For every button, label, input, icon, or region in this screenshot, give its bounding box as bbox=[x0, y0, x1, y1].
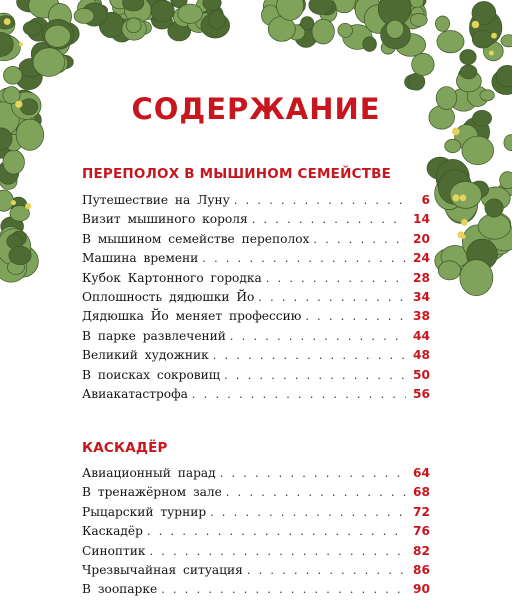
leaf-cluster-top bbox=[319, 2, 337, 22]
leaf-cluster-right bbox=[478, 214, 510, 239]
leaf-cluster-right bbox=[381, 21, 411, 49]
toc-entry bbox=[82, 232, 430, 251]
toc-list-2 bbox=[82, 466, 430, 602]
leaf-cluster-top bbox=[375, 1, 393, 19]
toc-entry-page: 6 bbox=[421, 193, 430, 207]
leaf-cluster-right bbox=[467, 237, 482, 254]
leaf-cluster-top bbox=[114, 0, 144, 26]
leaf-cluster-top bbox=[398, 0, 426, 29]
leaf-cluster-right bbox=[410, 13, 427, 26]
toc-entry-label: Машина времени bbox=[82, 251, 199, 266]
leaf-cluster-top bbox=[94, 5, 108, 16]
leaf-cluster-top bbox=[152, 13, 173, 29]
leaf-cluster-top bbox=[196, 4, 224, 26]
leaf-cluster-left bbox=[0, 16, 14, 30]
dot-leader bbox=[202, 252, 406, 265]
leaf-cluster-right bbox=[456, 70, 481, 91]
leaf-cluster-left bbox=[29, 0, 60, 18]
leaf-cluster-left bbox=[11, 231, 26, 245]
leaf-cluster-left bbox=[0, 229, 31, 266]
leaf-cluster-top bbox=[283, 0, 306, 15]
toc-entry bbox=[82, 524, 430, 543]
leaf-cluster-top bbox=[124, 0, 151, 23]
leaf-cluster-left bbox=[3, 67, 22, 85]
blossom-decoration bbox=[457, 231, 464, 238]
leaf-cluster-left bbox=[10, 197, 27, 213]
leaf-cluster-top bbox=[137, 21, 151, 34]
leaf-cluster-top bbox=[107, 17, 124, 32]
leaf-cluster-top bbox=[287, 0, 302, 14]
leaf-cluster-right bbox=[427, 157, 453, 179]
leaf-cluster-left bbox=[45, 25, 71, 47]
toc-entry-page: 44 bbox=[413, 328, 430, 343]
toc-entry-page: 20 bbox=[413, 231, 430, 246]
leaf-cluster-right bbox=[378, 0, 411, 26]
blossom-decoration bbox=[461, 234, 466, 239]
leaf-cluster-left bbox=[48, 4, 71, 30]
leaf-cluster-top bbox=[126, 18, 141, 33]
leaf-cluster-right bbox=[471, 242, 495, 264]
leaf-cluster-top bbox=[384, 18, 401, 36]
leaf-cluster-right bbox=[472, 30, 493, 48]
leaf-cluster-top bbox=[294, 22, 317, 47]
toc-entry-label: Великий художник bbox=[82, 348, 209, 363]
leaf-cluster-left bbox=[0, 34, 20, 60]
leaf-cluster-right bbox=[500, 172, 512, 189]
dot-leader bbox=[230, 330, 406, 343]
dot-leader bbox=[252, 213, 406, 226]
leaf-cluster-top bbox=[117, 14, 130, 26]
leaf-cluster-top bbox=[343, 25, 372, 50]
leaf-cluster-left bbox=[56, 55, 73, 69]
leaf-cluster-left bbox=[23, 21, 41, 35]
toc-entry-page: 38 bbox=[413, 309, 430, 324]
leaf-cluster-top bbox=[333, 0, 355, 13]
leaf-cluster-right bbox=[501, 35, 512, 47]
dot-leader bbox=[210, 506, 406, 519]
toc-entry bbox=[82, 387, 430, 406]
leaf-cluster-top bbox=[364, 5, 392, 34]
leaf-cluster-top bbox=[171, 0, 187, 8]
leaf-cluster-left bbox=[0, 190, 13, 211]
toc-entry-label: Авиакатастрофа bbox=[82, 386, 188, 401]
leaf-cluster-top bbox=[173, 7, 194, 26]
leaf-cluster-right bbox=[460, 65, 477, 79]
toc-entry-label: Кубок Картонного городка bbox=[82, 270, 262, 285]
dot-leader bbox=[161, 583, 406, 596]
blossom-decoration bbox=[452, 128, 460, 136]
leaf-cluster-right bbox=[450, 181, 482, 208]
leaf-cluster-right bbox=[490, 225, 512, 250]
leaf-cluster-left bbox=[32, 52, 53, 74]
leaf-cluster-right bbox=[481, 213, 511, 237]
dot-leader bbox=[147, 525, 406, 538]
leaf-cluster-right bbox=[460, 260, 493, 296]
toc-entry bbox=[82, 212, 430, 231]
dot-leader bbox=[150, 545, 406, 558]
leaf-cluster-right bbox=[470, 181, 489, 198]
leaf-cluster-top bbox=[317, 0, 335, 15]
leaf-cluster-top bbox=[74, 8, 94, 23]
leaf-cluster-top bbox=[142, 10, 154, 20]
leaf-cluster-top bbox=[203, 0, 221, 10]
leaf-cluster-left bbox=[0, 122, 18, 151]
toc-entry-label: Рыцарский турнир bbox=[82, 504, 207, 519]
leaf-cluster-right bbox=[386, 20, 403, 38]
leaf-cluster-right bbox=[444, 184, 478, 223]
toc-entry bbox=[82, 466, 430, 485]
toc-entry bbox=[82, 505, 430, 524]
toc-entry-page: 76 bbox=[413, 524, 430, 539]
leaf-cluster-top bbox=[77, 0, 98, 18]
toc-entry-page: 50 bbox=[413, 367, 430, 382]
leaf-cluster-top bbox=[83, 0, 102, 14]
toc-entry bbox=[82, 193, 430, 212]
blossom-decoration bbox=[25, 203, 31, 209]
leaf-cluster-left bbox=[0, 126, 12, 141]
blossom-decoration bbox=[491, 33, 497, 39]
toc-entry bbox=[82, 485, 430, 504]
leaf-cluster-left bbox=[0, 253, 27, 282]
toc-entry-label: Визит мышиного короля bbox=[82, 212, 248, 227]
toc-entry-label: Каскадёр bbox=[82, 524, 143, 539]
leaf-cluster-right bbox=[485, 199, 503, 217]
leaf-cluster-top bbox=[353, 0, 370, 12]
leaf-cluster-left bbox=[33, 48, 65, 77]
leaf-cluster-right bbox=[438, 261, 460, 280]
leaf-cluster-right bbox=[460, 49, 476, 64]
toc-entry-label: В тренажёрном зале bbox=[82, 485, 222, 500]
leaf-cluster-right bbox=[496, 65, 512, 86]
leaf-cluster-top bbox=[123, 0, 144, 11]
leaf-cluster-top bbox=[82, 0, 102, 21]
leaf-cluster-left bbox=[0, 13, 15, 35]
leaf-cluster-left bbox=[10, 206, 30, 222]
leaf-cluster-right bbox=[464, 225, 494, 254]
leaf-cluster-left bbox=[7, 246, 38, 277]
leaf-cluster-top bbox=[312, 19, 334, 44]
toc-entry bbox=[82, 563, 430, 582]
leaf-cluster-left bbox=[5, 134, 21, 151]
leaf-cluster-top bbox=[110, 0, 130, 9]
toc-entry-page: 48 bbox=[413, 348, 430, 363]
toc-entry bbox=[82, 368, 430, 387]
leaf-cluster-top bbox=[168, 21, 191, 41]
dot-leader bbox=[266, 272, 406, 285]
leaf-cluster-left bbox=[3, 230, 22, 247]
toc-entry-label: Дядюшка Йо меняет профессию bbox=[82, 309, 302, 324]
leaf-cluster-left bbox=[42, 26, 70, 57]
leaf-cluster-right bbox=[483, 42, 503, 61]
leaf-cluster-top bbox=[110, 19, 133, 42]
leaf-cluster-right bbox=[441, 245, 469, 267]
leaf-cluster-top bbox=[99, 12, 123, 37]
blossom-decoration bbox=[472, 21, 479, 28]
leaf-cluster-top bbox=[381, 41, 395, 54]
leaf-cluster-top bbox=[288, 25, 305, 40]
toc-entry-label: Авиационный парад bbox=[82, 466, 216, 480]
leaf-cluster-right bbox=[405, 75, 421, 90]
leaf-cluster-top bbox=[278, 0, 290, 13]
leaf-cluster-top bbox=[383, 27, 407, 46]
leaf-cluster-top bbox=[268, 17, 295, 42]
leaf-cluster-top bbox=[201, 13, 230, 38]
toc-entry-label: В поисках сокровищ bbox=[82, 367, 221, 382]
leaf-cluster-left bbox=[0, 128, 12, 150]
leaf-cluster-top bbox=[82, 3, 108, 26]
leaf-cluster-left bbox=[1, 217, 24, 236]
toc-entry-label: Синоптик bbox=[82, 543, 146, 558]
toc-entry-page: 28 bbox=[413, 270, 430, 285]
toc-entry-page: 14 bbox=[413, 212, 430, 227]
leaf-cluster-left bbox=[0, 161, 19, 184]
blossom-decoration bbox=[11, 200, 16, 205]
dot-leader bbox=[305, 310, 406, 323]
leaf-cluster-left bbox=[7, 234, 23, 249]
leaf-cluster-top bbox=[277, 0, 304, 20]
leaf-cluster-right bbox=[492, 69, 512, 95]
leaf-cluster-top bbox=[196, 0, 208, 12]
leaf-cluster-right bbox=[469, 10, 501, 45]
leaf-cluster-left bbox=[0, 141, 11, 158]
leaf-cluster-left bbox=[9, 246, 31, 265]
toc-entry bbox=[82, 309, 430, 328]
leaf-cluster-right bbox=[467, 239, 498, 269]
leaf-cluster-left bbox=[27, 18, 49, 41]
toc-entry-page: 86 bbox=[413, 562, 430, 577]
leaf-cluster-right bbox=[490, 234, 512, 254]
toc-entry bbox=[82, 329, 430, 348]
leaf-cluster-left bbox=[10, 125, 26, 140]
leaf-cluster-right bbox=[436, 159, 469, 196]
leaf-cluster-top bbox=[151, 10, 165, 25]
leaf-cluster-top bbox=[178, 4, 203, 23]
leaf-cluster-top bbox=[355, 0, 381, 24]
blossom-decoration bbox=[460, 195, 467, 202]
section-title-1: ПЕРЕПОЛОХ В МЫШИНОМ СЕМЕЙСТВЕ bbox=[82, 166, 392, 182]
blossom-decoration bbox=[489, 50, 494, 55]
leaf-cluster-top bbox=[195, 13, 213, 30]
leaf-cluster-right bbox=[472, 1, 496, 24]
toc-entry-page: 90 bbox=[413, 582, 430, 597]
toc-entry-page: 64 bbox=[413, 466, 430, 480]
toc-entry-page: 82 bbox=[413, 543, 430, 558]
leaf-cluster-right bbox=[458, 68, 472, 84]
toc-entry-page: 72 bbox=[413, 504, 430, 519]
dot-leader bbox=[220, 467, 406, 480]
dot-leader bbox=[192, 388, 406, 401]
toc-entry-page: 56 bbox=[413, 386, 430, 401]
leaf-cluster-left bbox=[0, 173, 17, 189]
toc-entry bbox=[82, 290, 430, 309]
toc-entry bbox=[82, 251, 430, 270]
toc-entry-label: В мышином семействе переполох bbox=[82, 231, 310, 246]
dot-leader bbox=[247, 564, 406, 577]
leaf-cluster-top bbox=[113, 0, 134, 17]
toc-list-1 bbox=[82, 193, 430, 406]
leaf-cluster-top bbox=[411, 7, 424, 18]
leaf-cluster-right bbox=[435, 248, 466, 273]
leaf-cluster-top bbox=[410, 0, 424, 8]
dot-leader bbox=[258, 291, 406, 304]
leaf-cluster-right bbox=[445, 186, 478, 223]
leaf-cluster-right bbox=[482, 187, 511, 210]
toc-entry bbox=[82, 348, 430, 367]
leaf-cluster-right bbox=[438, 170, 472, 205]
leaf-cluster-top bbox=[338, 23, 353, 37]
leaf-cluster-right bbox=[477, 235, 505, 260]
leaf-cluster-top bbox=[196, 5, 212, 18]
leaf-cluster-right bbox=[437, 30, 464, 52]
leaf-cluster-top bbox=[301, 17, 314, 30]
dot-leader bbox=[213, 349, 406, 362]
dot-leader bbox=[226, 486, 406, 499]
leaf-cluster-left bbox=[0, 32, 13, 56]
leaf-cluster-left bbox=[0, 247, 19, 268]
dot-leader bbox=[224, 369, 406, 382]
leaf-cluster-top bbox=[151, 0, 174, 22]
leaf-cluster-left bbox=[15, 64, 42, 90]
leaf-cluster-top bbox=[363, 37, 377, 52]
section-title-2: КАСКАДЁР bbox=[82, 440, 168, 456]
leaf-cluster-right bbox=[455, 125, 478, 149]
leaf-cluster-left bbox=[19, 58, 43, 76]
leaf-cluster-left bbox=[47, 22, 79, 46]
leaf-cluster-top bbox=[414, 0, 426, 7]
toc-entry bbox=[82, 582, 430, 601]
blossom-decoration bbox=[19, 42, 23, 46]
toc-entry-page: 68 bbox=[413, 485, 430, 500]
leaf-cluster-right bbox=[462, 225, 492, 259]
toc-entry-label: Путешествие на Луну bbox=[82, 193, 230, 207]
leaf-cluster-left bbox=[31, 43, 51, 66]
leaf-cluster-right bbox=[408, 73, 425, 90]
leaf-cluster-left bbox=[3, 150, 25, 174]
leaf-cluster-top bbox=[209, 11, 225, 30]
leaf-cluster-top bbox=[188, 16, 210, 33]
leaf-cluster-left bbox=[7, 260, 24, 274]
toc-entry-label: Чрезвычайная ситуация bbox=[82, 562, 243, 577]
toc-entry-label: В парке развлечений bbox=[82, 328, 226, 343]
leaf-cluster-right bbox=[504, 135, 512, 151]
toc-entry-page: 34 bbox=[413, 289, 430, 304]
leaf-cluster-top bbox=[122, 18, 146, 40]
blossom-decoration bbox=[4, 18, 11, 25]
leaf-cluster-right bbox=[412, 53, 435, 75]
page-title: СОДЕРЖАНИЕ bbox=[131, 92, 381, 126]
toc-entry bbox=[82, 271, 430, 290]
leaf-cluster-top bbox=[362, 0, 374, 6]
leaf-cluster-left bbox=[44, 55, 61, 71]
leaf-cluster-right bbox=[498, 183, 512, 196]
dot-leader bbox=[234, 194, 406, 207]
blossom-decoration bbox=[452, 194, 459, 201]
leaf-cluster-top bbox=[309, 0, 333, 15]
leaf-cluster-top bbox=[145, 0, 165, 11]
leaf-cluster-right bbox=[438, 177, 452, 192]
leaf-cluster-top bbox=[263, 0, 281, 16]
toc-entry bbox=[82, 544, 430, 563]
leaf-cluster-top bbox=[261, 5, 279, 25]
blossom-decoration bbox=[461, 219, 468, 226]
leaf-cluster-left bbox=[17, 0, 43, 12]
leaf-cluster-right bbox=[435, 177, 464, 210]
leaf-cluster-right bbox=[445, 139, 461, 152]
leaf-cluster-right bbox=[395, 33, 425, 56]
toc-entry-label: В зоопарке bbox=[82, 582, 158, 597]
leaf-cluster-left bbox=[48, 53, 68, 73]
toc-entry-page: 24 bbox=[413, 251, 430, 266]
leaf-cluster-left bbox=[0, 226, 23, 252]
dot-leader bbox=[313, 233, 406, 246]
toc-entry-label: Оплошность дядюшки Йо bbox=[82, 289, 255, 304]
leaf-cluster-right bbox=[450, 250, 468, 266]
leaf-cluster-right bbox=[435, 16, 449, 31]
leaf-cluster-right bbox=[462, 136, 494, 164]
leaf-cluster-left bbox=[43, 19, 74, 49]
